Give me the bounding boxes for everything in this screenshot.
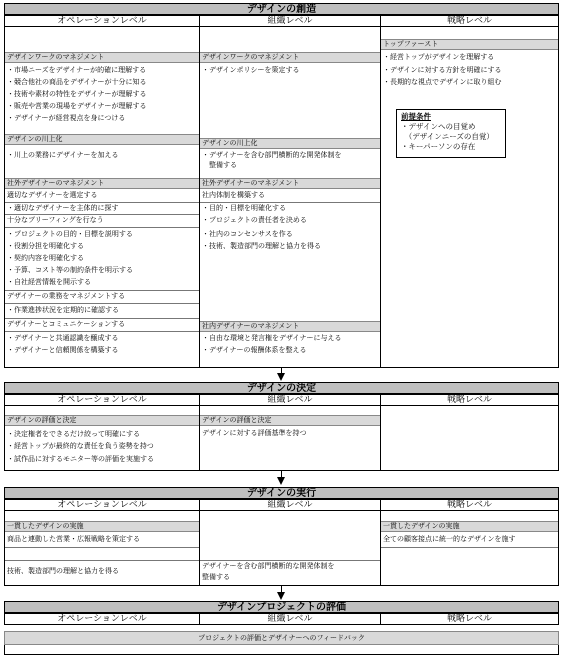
list-item: ・デザイナーと共通認識を醸成する (7, 334, 119, 342)
group-consistent-design: 一貫したデザインの実施 (381, 521, 558, 532)
subgroup-label: デザイナーとコミュニケーションする (7, 320, 126, 328)
list-item: ・販売や営業の現場をデザイナーが理解する (7, 102, 147, 110)
group-internal-designer: 社内デザイナーのマネジメント (200, 321, 380, 332)
section-title-decision: デザインの決定 (4, 382, 559, 394)
group-top-first: トップファースト (381, 39, 558, 50)
list-item: 技術、製造部門の理解と協力を得る (7, 567, 119, 575)
section-title-creation: デザインの創造 (4, 3, 559, 15)
subgroup-label: 社内体制を構築する (202, 191, 265, 199)
header-strategy: 戦略レベル (380, 499, 559, 511)
list-item: ・競合他社の商品をデザイナーが十分に知る (7, 78, 147, 86)
column-operation (4, 406, 200, 471)
column-operation (4, 27, 200, 368)
list-item: ・デザイナーを含む部門横断的な開発体制を (202, 151, 342, 159)
list-item: ・決定権者をできるだけ絞って明確にする (7, 430, 140, 438)
list-item: ・自社経営情報を開示する (7, 278, 91, 286)
list-item: ・試作品に対するモニター等の評価を実施する (7, 455, 154, 463)
header-operation: オペレーションレベル (4, 394, 200, 406)
list-item: ・適切なデザイナーを主体的に探す (7, 204, 119, 212)
list-item: ・作業進捗状況を定期的に確認する (7, 306, 119, 314)
list-item: ・市場ニーズをデザイナーが的確に理解する (7, 66, 147, 74)
precondition-box (396, 109, 506, 158)
group-external-designer: 社外デザイナーのマネジメント (5, 178, 199, 189)
list-item: ・デザイナーが経営視点を身につける (7, 114, 126, 122)
list-item: 整備する (202, 573, 230, 581)
subgroup-label: デザイナーの業務をマネジメントする (7, 292, 126, 300)
group-design-work: デザインワークのマネジメント (200, 52, 380, 63)
list-item: デザイナーを含む部門横断的な開発体制を (202, 562, 335, 570)
list-item: ・経営トップがデザインを理解する (383, 53, 495, 61)
list-item: ・デザイナーと信頼関係を構築する (7, 346, 119, 354)
list-item: ・社内のコンセンサスを作る (202, 230, 293, 238)
list-item: 全ての顧客接点に統一的なデザインを施す (383, 535, 516, 543)
header-strategy: 戦略レベル (380, 613, 559, 625)
list-item: ・技術、製造部門の理解と協力を得る (202, 242, 321, 250)
column-organization (199, 511, 381, 586)
group-evaluation: デザインの評価と決定 (5, 415, 199, 426)
list-item: ・長期的な視点でデザインに取り組む (383, 78, 502, 86)
group-external-designer: 社外デザイナーのマネジメント (200, 178, 380, 189)
feedback-row: プロジェクトの評価とデザイナーへのフィードバック (4, 631, 559, 645)
list-item: ・プロジェクトの責任者を決める (202, 216, 307, 224)
group-design-work: デザインワークのマネジメント (5, 52, 199, 63)
list-item: ・川上の業務にデザイナーを加える (7, 151, 119, 159)
list-item: ・契約内容を明確化する (7, 254, 84, 262)
list-item: ・役割分担を明確化する (7, 242, 84, 250)
column-strategy (380, 406, 559, 471)
precondition-title: 前提条件 (401, 112, 431, 121)
down-arrow-icon (277, 477, 285, 485)
down-arrow-icon (277, 373, 285, 381)
header-operation: オペレーションレベル (4, 613, 200, 625)
list-item: ・デザインポリシーを策定する (202, 66, 300, 74)
list-item: ・目的・目標を明確化する (202, 204, 286, 212)
group-consistent-design: 一貫したデザインの実施 (5, 521, 199, 532)
header-organization: 組織レベル (199, 15, 381, 27)
section-title-project-evaluation: デザインプロジェクトの評価 (4, 601, 559, 613)
column-strategy (380, 511, 559, 586)
header-operation: オペレーションレベル (4, 499, 200, 511)
header-organization: 組織レベル (199, 613, 381, 625)
down-arrow-icon (277, 592, 285, 600)
section-title-execution: デザインの実行 (4, 487, 559, 499)
list-item: 整備する (202, 161, 237, 169)
list-item: （デザインニーズの自覚） (401, 132, 494, 141)
list-item: ・デザインに対する方針を明確にする (383, 66, 502, 74)
subgroup-label: 適切なデザイナーを選定する (7, 191, 98, 199)
list-item: デザインに対する評価基準を持つ (202, 429, 307, 437)
list-item: ・技術や素材の特性をデザイナーが理解する (7, 90, 147, 98)
header-operation: オペレーションレベル (4, 15, 200, 27)
column-organization (199, 27, 381, 368)
column-organization (199, 406, 381, 471)
list-item: ・経営トップが最終的な責任を負う姿勢を持つ (7, 442, 154, 450)
group-evaluation: デザインの評価と決定 (200, 415, 380, 426)
subgroup-label: 十分なブリーフィングを行なう (7, 216, 104, 224)
header-organization: 組織レベル (199, 394, 381, 406)
header-organization: 組織レベル (199, 499, 381, 511)
list-item: 商品と連動した営業・広報戦略を策定する (7, 535, 140, 543)
list-item: ・デザインへの目覚め (401, 122, 476, 131)
column-strategy (380, 27, 559, 368)
header-strategy: 戦略レベル (380, 394, 559, 406)
list-item: ・プロジェクトの目的・目標を説明する (7, 230, 133, 238)
list-item: ・キーパーソンの存在 (401, 142, 476, 151)
header-strategy: 戦略レベル (380, 15, 559, 27)
group-upstream: デザインの川上化 (5, 134, 199, 145)
column-operation (4, 511, 200, 586)
group-upstream: デザインの川上化 (200, 138, 380, 149)
list-item: ・デザイナーの報酬体系を整える (202, 346, 307, 354)
list-item: ・自由な環境と発言権をデザイナーに与える (202, 334, 342, 342)
list-item: ・予算、コスト等の制約条件を明示する (7, 266, 133, 274)
